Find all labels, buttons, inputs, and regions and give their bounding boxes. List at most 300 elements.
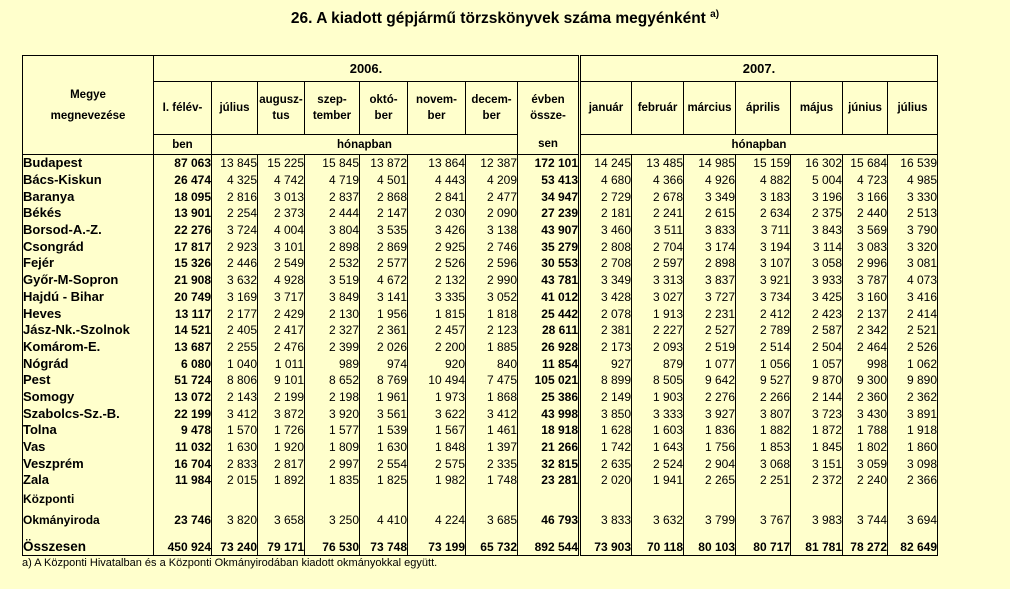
table-cell: 2 504 (791, 339, 843, 356)
table-cell: 4 723 (843, 172, 888, 189)
table-cell: 2 265 (684, 472, 736, 489)
table-row (23, 372, 938, 389)
table-cell: 1 825 (360, 472, 408, 489)
table-cell: 2 476 (258, 339, 305, 356)
table-cell: 11 032 (154, 439, 212, 456)
table-cell: 1 835 (305, 472, 360, 489)
empty-cell (466, 489, 518, 509)
county-name: Pest (23, 372, 154, 389)
table-cell: 8 769 (360, 372, 408, 389)
table-cell: 21 908 (154, 272, 212, 289)
month-header-2006-dec: decem- ber (466, 82, 518, 135)
table-cell: 1 848 (408, 439, 466, 456)
table-cell: 3 052 (466, 289, 518, 306)
table-cell: 2 816 (212, 188, 258, 205)
table-cell: 4 680 (580, 172, 632, 189)
county-name: Baranya (23, 188, 154, 205)
month-header-2006-oct: októ- ber (360, 82, 408, 135)
table-cell: 2 587 (791, 322, 843, 339)
table-cell: 1 941 (632, 472, 684, 489)
table-cell: 2 837 (305, 188, 360, 205)
table-cell: 2 923 (212, 238, 258, 255)
table-cell: 2 519 (684, 339, 736, 356)
table-cell: 3 724 (212, 222, 258, 239)
table-cell: 22 199 (154, 405, 212, 422)
table-row (23, 155, 938, 172)
table-cell: 3 804 (305, 222, 360, 239)
half-year-header: I. félév- (154, 82, 212, 135)
table-cell: 2 575 (408, 455, 466, 472)
table-cell: 3 169 (212, 289, 258, 306)
table-cell: 35 279 (518, 238, 580, 255)
table-row (23, 305, 938, 322)
table-cell: 3 101 (258, 238, 305, 255)
table-cell: 2 898 (305, 238, 360, 255)
table-cell: 3 850 (580, 405, 632, 422)
month-header-2007-jul: július (888, 82, 938, 135)
table-cell: 2 362 (888, 389, 938, 406)
empty-cell (888, 489, 938, 509)
total-cell: 81 781 (791, 531, 843, 556)
table-cell: 2 366 (888, 472, 938, 489)
table-cell: 23 281 (518, 472, 580, 489)
table-row (23, 355, 938, 372)
table-cell: 3 174 (684, 238, 736, 255)
county-name: Csongrád (23, 238, 154, 255)
table-row (23, 172, 938, 189)
table-cell: 2 241 (632, 205, 684, 222)
table-row (23, 255, 938, 272)
table-cell: 3 107 (736, 255, 791, 272)
county-name: Borsod-A.-Z. (23, 222, 154, 239)
county-name: Békés (23, 205, 154, 222)
county-name: Jász-Nk.-Szolnok (23, 322, 154, 339)
table-cell: 1 836 (684, 422, 736, 439)
table-cell: 4 882 (736, 172, 791, 189)
table-cell: 1 628 (580, 422, 632, 439)
month-header-2007-apr: április (736, 82, 791, 135)
table-cell: 28 611 (518, 322, 580, 339)
table-cell: 1 973 (408, 389, 466, 406)
table-cell: 20 749 (154, 289, 212, 306)
month-header-2007-feb: február (632, 82, 684, 135)
table-cell: 1 853 (736, 439, 791, 456)
county-name: Heves (23, 305, 154, 322)
table-cell: 25 386 (518, 389, 580, 406)
total-cell: 73 199 (408, 531, 466, 556)
total-cell: 80 717 (736, 531, 791, 556)
table-cell: 41 012 (518, 289, 580, 306)
table-cell: 3 313 (632, 272, 684, 289)
total-cell: 65 732 (466, 531, 518, 556)
table-cell: 3 151 (791, 455, 843, 472)
table-cell: 2 147 (360, 205, 408, 222)
table-row (23, 339, 938, 356)
total-cell: 73 240 (212, 531, 258, 556)
empty-cell (684, 489, 736, 509)
table-cell: 3 166 (843, 188, 888, 205)
table-cell: 3 717 (258, 289, 305, 306)
county-name: Veszprém (23, 455, 154, 472)
table-cell: 1 882 (736, 422, 791, 439)
table-cell: 3 430 (843, 405, 888, 422)
table-cell: 15 845 (305, 155, 360, 172)
title-footnote-marker: a) (710, 9, 720, 20)
table-cell: 879 (632, 355, 684, 372)
county-name: Szabolcs-Sz.-B. (23, 405, 154, 422)
table-cell: 5 004 (791, 172, 843, 189)
table-cell: 43 907 (518, 222, 580, 239)
empty-cell (258, 489, 305, 509)
table-cell: 1 570 (212, 422, 258, 439)
table-cell: 3 428 (580, 289, 632, 306)
table-row (23, 238, 938, 255)
table-cell: 2 526 (408, 255, 466, 272)
table-cell: 3 250 (305, 509, 360, 531)
empty-cell (632, 489, 684, 509)
table-cell: 16 539 (888, 155, 938, 172)
monthly-2006-label: hónapban (212, 135, 518, 155)
total-label: Összesen (23, 531, 154, 556)
table-cell: 2 996 (843, 255, 888, 272)
table-cell: 3 632 (212, 272, 258, 289)
table-cell: 2 615 (684, 205, 736, 222)
table-cell: 1 748 (466, 472, 518, 489)
table-row (23, 188, 938, 205)
table-cell: 4 073 (888, 272, 938, 289)
table-cell: 2 635 (580, 455, 632, 472)
table-cell: 3 013 (258, 188, 305, 205)
table-cell: 87 063 (154, 155, 212, 172)
table-cell: 2 423 (791, 305, 843, 322)
table-cell: 2 414 (888, 305, 938, 322)
table-cell: 2 199 (258, 389, 305, 406)
month-header-2007-jan: január (580, 82, 632, 135)
table-cell: 2 904 (684, 455, 736, 472)
table-cell: 12 387 (466, 155, 518, 172)
table-cell: 43 781 (518, 272, 580, 289)
table-cell: 1 077 (684, 355, 736, 372)
table-cell: 3 807 (736, 405, 791, 422)
table-cell: 17 817 (154, 238, 212, 255)
table-cell: 3 511 (632, 222, 684, 239)
county-name: Győr-M-Sopron (23, 272, 154, 289)
table-cell: 3 921 (736, 272, 791, 289)
table-cell: 3 425 (791, 289, 843, 306)
table-cell: 3 744 (843, 509, 888, 531)
table-cell: 3 787 (843, 272, 888, 289)
table-cell: 15 159 (736, 155, 791, 172)
table-cell: 1 630 (360, 439, 408, 456)
table-cell: 3 098 (888, 455, 938, 472)
table-cell: 105 021 (518, 372, 580, 389)
table-cell: 8 505 (632, 372, 684, 389)
county-column-header: Megye megnevezése (23, 56, 154, 155)
table-cell: 2 335 (466, 455, 518, 472)
table-cell: 4 443 (408, 172, 466, 189)
county-name: Nógrád (23, 355, 154, 372)
table-cell: 1 461 (466, 422, 518, 439)
table-cell: 3 335 (408, 289, 466, 306)
table-cell: 3 349 (684, 188, 736, 205)
table-cell: 2 030 (408, 205, 466, 222)
table-cell: 2 198 (305, 389, 360, 406)
table-cell: 13 845 (212, 155, 258, 172)
table-cell: 1 057 (791, 355, 843, 372)
table-cell: 2 417 (258, 322, 305, 339)
table-cell: 927 (580, 355, 632, 372)
table-title (0, 9, 1010, 28)
table-cell: 18 095 (154, 188, 212, 205)
table-cell: 2 375 (791, 205, 843, 222)
table-cell: 2 078 (580, 305, 632, 322)
table-cell: 4 366 (632, 172, 684, 189)
table-cell: 989 (305, 355, 360, 372)
table-cell: 4 926 (684, 172, 736, 189)
table-cell: 2 143 (212, 389, 258, 406)
table-cell: 3 561 (360, 405, 408, 422)
table-cell: 1 742 (580, 439, 632, 456)
empty-cell (843, 489, 888, 509)
table-cell: 3 519 (305, 272, 360, 289)
table-cell: 2 227 (632, 322, 684, 339)
empty-cell (408, 489, 466, 509)
table-cell: 2 429 (258, 305, 305, 322)
table-cell: 1 818 (466, 305, 518, 322)
table-cell: 2 090 (466, 205, 518, 222)
total-cell: 892 544 (518, 531, 580, 556)
table-cell: 9 870 (791, 372, 843, 389)
table-cell: 26 928 (518, 339, 580, 356)
table-cell: 3 416 (888, 289, 938, 306)
table-cell: 2 200 (408, 339, 466, 356)
table-cell: 3 658 (258, 509, 305, 531)
empty-cell (518, 489, 580, 509)
total-cell: 76 530 (305, 531, 360, 556)
table-row-total (23, 531, 938, 556)
table-cell: 2 708 (580, 255, 632, 272)
table-cell: 998 (843, 355, 888, 372)
month-header-2007-mar: március (684, 82, 736, 135)
annual-header: évben össze- (530, 94, 566, 123)
table-cell: 3 412 (212, 405, 258, 422)
county-name: Vas (23, 439, 154, 456)
table-cell: 14 521 (154, 322, 212, 339)
table-cell: 51 724 (154, 372, 212, 389)
table-cell: 1 918 (888, 422, 938, 439)
table-cell: 13 872 (360, 155, 408, 172)
table-cell: 3 081 (888, 255, 938, 272)
total-cell: 73 903 (580, 531, 632, 556)
table-cell: 3 694 (888, 509, 938, 531)
table-cell: 1 802 (843, 439, 888, 456)
month-header-2006-nov: novem- ber (408, 82, 466, 135)
table-cell: 2 181 (580, 205, 632, 222)
month-header-2006-jul: július (212, 82, 258, 135)
table-row (23, 389, 938, 406)
table-cell: 32 815 (518, 455, 580, 472)
table-cell: 2 251 (736, 472, 791, 489)
table-cell: 3 141 (360, 289, 408, 306)
table-cell: 2 177 (212, 305, 258, 322)
table-cell: 2 444 (305, 205, 360, 222)
table-row (23, 439, 938, 456)
table-cell: 4 004 (258, 222, 305, 239)
table-row (23, 472, 938, 489)
table-cell: 2 173 (580, 339, 632, 356)
table-cell: 2 373 (258, 205, 305, 222)
table-cell: 2 678 (632, 188, 684, 205)
table-cell: 1 643 (632, 439, 684, 456)
table-cell: 2 833 (212, 455, 258, 472)
table-cell: 1 577 (305, 422, 360, 439)
table-cell: 1 903 (632, 389, 684, 406)
table-cell: 1 630 (212, 439, 258, 456)
table-cell: 15 684 (843, 155, 888, 172)
table-cell: 13 687 (154, 339, 212, 356)
table-cell: 43 998 (518, 405, 580, 422)
table-cell: 2 440 (843, 205, 888, 222)
table-cell: 840 (466, 355, 518, 372)
table-row (23, 322, 938, 339)
table-cell: 2 577 (360, 255, 408, 272)
table-cell: 3 833 (580, 509, 632, 531)
table-cell: 1 982 (408, 472, 466, 489)
table-cell: 3 138 (466, 222, 518, 239)
empty-cell (305, 489, 360, 509)
table-cell: 2 868 (360, 188, 408, 205)
table-cell: 9 642 (684, 372, 736, 389)
table-cell: 2 015 (212, 472, 258, 489)
table-cell: 7 475 (466, 372, 518, 389)
table-cell: 2 342 (843, 322, 888, 339)
table-cell: 3 330 (888, 188, 938, 205)
table-cell: 3 767 (736, 509, 791, 531)
table-cell: 2 026 (360, 339, 408, 356)
footnote: a) A Központi Hivatalban és a Központi Okmányirodában kiadott okmányokkal együtt. (22, 557, 438, 569)
table-row-central-label (23, 489, 938, 509)
table-row (23, 222, 938, 239)
table-cell: 10 494 (408, 372, 466, 389)
table-cell: 9 890 (888, 372, 938, 389)
table-cell: 2 231 (684, 305, 736, 322)
table-cell: 2 381 (580, 322, 632, 339)
empty-cell (154, 489, 212, 509)
table-cell: 1 845 (791, 439, 843, 456)
table-cell: 2 137 (843, 305, 888, 322)
table-cell: 1 872 (791, 422, 843, 439)
table-cell: 3 685 (466, 509, 518, 531)
table-cell: 3 820 (212, 509, 258, 531)
table-cell: 1 961 (360, 389, 408, 406)
table-cell: 974 (360, 355, 408, 372)
total-cell: 78 272 (843, 531, 888, 556)
table-cell: 9 101 (258, 372, 305, 389)
table-cell: 4 742 (258, 172, 305, 189)
table-cell: 2 513 (888, 205, 938, 222)
table-cell: 2 276 (684, 389, 736, 406)
table-cell: 4 224 (408, 509, 466, 531)
table-cell: 1 603 (632, 422, 684, 439)
empty-cell (580, 489, 632, 509)
table-cell: 2 464 (843, 339, 888, 356)
total-cell: 82 649 (888, 531, 938, 556)
table-cell: 3 349 (580, 272, 632, 289)
table-cell: 2 526 (888, 339, 938, 356)
table-cell: 3 632 (632, 509, 684, 531)
table-cell: 1 892 (258, 472, 305, 489)
total-cell: 79 171 (258, 531, 305, 556)
table-cell: 2 597 (632, 255, 684, 272)
table-cell: 9 478 (154, 422, 212, 439)
table-cell: 1 809 (305, 439, 360, 456)
table-cell: 920 (408, 355, 466, 372)
table-cell: 2 144 (791, 389, 843, 406)
table-cell: 2 149 (580, 389, 632, 406)
table-cell: 2 596 (466, 255, 518, 272)
table-cell: 2 240 (843, 472, 888, 489)
table-cell: 2 372 (791, 472, 843, 489)
table-cell: 2 446 (212, 255, 258, 272)
empty-cell (736, 489, 791, 509)
table-cell: 34 947 (518, 188, 580, 205)
total-cell: 450 924 (154, 531, 212, 556)
table-cell: 2 524 (632, 455, 684, 472)
table-cell: 2 841 (408, 188, 466, 205)
table-cell: 2 399 (305, 339, 360, 356)
total-cell: 70 118 (632, 531, 684, 556)
table-cell: 2 514 (736, 339, 791, 356)
table-cell: 15 326 (154, 255, 212, 272)
table-cell: 2 549 (258, 255, 305, 272)
table-cell: 2 521 (888, 322, 938, 339)
table-cell: 1 040 (212, 355, 258, 372)
table-cell: 2 704 (632, 238, 684, 255)
empty-cell (791, 489, 843, 509)
empty-cell (360, 489, 408, 509)
year-2007-header: 2007. (580, 56, 938, 82)
table-cell: 30 553 (518, 255, 580, 272)
table-cell: 4 410 (360, 509, 408, 531)
table-cell: 1 788 (843, 422, 888, 439)
table-cell: 2 360 (843, 389, 888, 406)
table-cell: 1 920 (258, 439, 305, 456)
table-cell: 3 160 (843, 289, 888, 306)
table-cell: 13 485 (632, 155, 684, 172)
table-cell: 6 080 (154, 355, 212, 372)
table-cell: 2 266 (736, 389, 791, 406)
table-cell: 4 501 (360, 172, 408, 189)
table-cell: 2 123 (466, 322, 518, 339)
table-row (23, 272, 938, 289)
table-cell: 2 457 (408, 322, 466, 339)
table-cell: 3 412 (466, 405, 518, 422)
table-cell: 9 527 (736, 372, 791, 389)
table-cell: 2 869 (360, 238, 408, 255)
total-cell: 73 748 (360, 531, 408, 556)
table-cell: 3 849 (305, 289, 360, 306)
table-cell: 8 806 (212, 372, 258, 389)
table-cell: 3 183 (736, 188, 791, 205)
table-cell: 3 460 (580, 222, 632, 239)
table-cell: 3 059 (843, 455, 888, 472)
table-cell: 3 799 (684, 509, 736, 531)
month-header-2007-jun: június (843, 82, 888, 135)
table-cell: 2 130 (305, 305, 360, 322)
month-header-2007-may: május (791, 82, 843, 135)
table-cell: 16 704 (154, 455, 212, 472)
table-cell: 1 056 (736, 355, 791, 372)
